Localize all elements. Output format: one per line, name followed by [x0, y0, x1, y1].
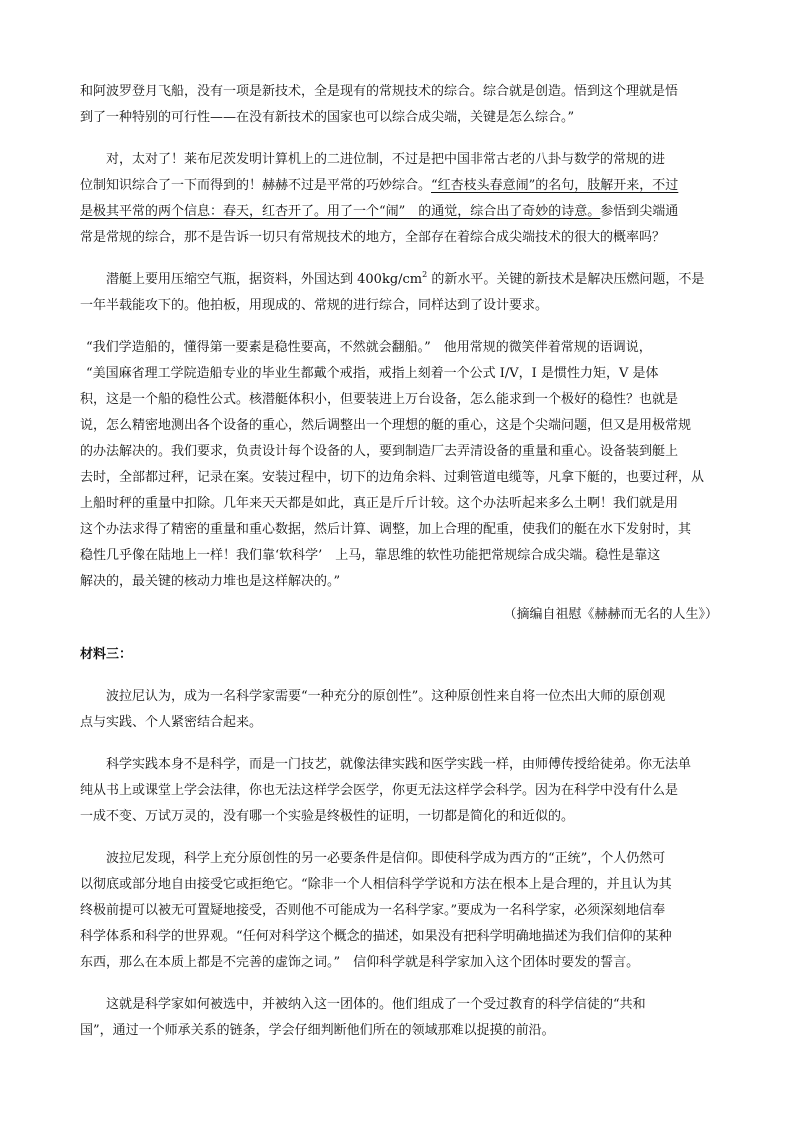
paragraph-line: 波拉尼发现，科学上充分原创性的另一必要条件是信仰。即使科学成为西方的“正统”，个人仍然可 [106, 851, 666, 866]
paragraph-line: 东西，那么在本质上都是不完善的虚饰之词。” 信仰科学就是科学家加入这个团体时要发的誓言。 [80, 955, 640, 970]
paragraph-line: 科学实践本身不是科学，而是一门技艺，就像法律实践和医学实践一样，由师傅传授给徒弟。你无法单 [106, 757, 692, 772]
paragraph-line: 终极前提可以被无可置疑地接受，否则他不可能成为一名科学家。”要成为一名科学家，必须深刻地信奉 [80, 903, 666, 918]
paragraph-line: 和阿波罗登月飞船，没有一项是新技术，全是现有的常规技术的综合。综合就是创造。悟到这个理就是悟 [80, 84, 679, 99]
paragraph-line: 去时，全部都过秤，记录在案。安装过程中，切下的边角余料、过剩管道电缆等，凡拿下艇的，也要过秤，从 [80, 470, 705, 485]
paragraph-line: 说，怎么精密地测出各个设备的重心，然后调整出一个理想的艇的重心，这是个尖端问题，但又是用极常规 [80, 418, 692, 433]
paragraph-line: 的办法解决的。我们要求，负责设计每个设备的人，要到制造厂去弄清设备的重量和重心。设备装到艇上 [80, 444, 679, 459]
paragraph-line: “美国麻省理工学院造船专业的毕业生都戴个戒指，戒指上刻着一个公式 I/V，I 是惯性力矩，V 是体 [86, 366, 659, 381]
paragraph-line: 稳性几乎像在陆地上一样！我们靠‘软科学’ 上马，靠思维的软性功能把常规综合成尖端。稳性是靠这 [80, 548, 661, 563]
paragraph-line: 一成不变、万试万灵的，没有哪一个实验是终极性的证明，一切都是简化的和近似的。 [80, 809, 575, 824]
paragraph-line: 科学体系和科学的世界观。“任何对科学这个概念的描述，如果没有把科学明确地描述为我们信仰的某种 [80, 929, 672, 944]
paragraph-line: “我们学造船的，懂得第一要素是稳性要高，不然就会翻船。” 他用常规的微笑伴着常规的语调说， [86, 340, 652, 355]
text-run: 参悟到尖端通 [600, 204, 679, 219]
paragraph-line: 国”，通过一个师承关系的链条，学会仔细判断他们所在的领域那难以捉摸的前沿。 [80, 1023, 555, 1038]
paragraph-line [106, 270, 720, 290]
paragraph-line: 上船时秤的重量中扣除。几年来天天都是如此，真正是斤斤计较。这个办法听起来多么土啊！我们就是用 [80, 496, 679, 511]
text-run: 潜艇上要用压缩空气瓶，据资料，外国达到 400kg/cm [106, 272, 423, 287]
paragraph-line: 到了一种特别的可行性——在没有新技术的国家也可以综合成尖端，关键是怎么综合。” [80, 110, 575, 125]
underlined-text: 是极其平常的两个信息：春天，红杏开了。用了一个“闹” 的通觉，综合出了奇妙的诗意。 [80, 204, 601, 219]
paragraph-line: 解决的，最关键的核动力堆也是这样解决的。” [80, 574, 341, 589]
paragraph-line: 常是常规的综合，那不是告诉一切只有常规技术的地方，全部存在着综合成尖端技术的很大的概率吗？ [80, 230, 666, 245]
underlined-text: “红杏枝头春意闹”的名句，肢解开来，不过 [431, 178, 679, 193]
paragraph-line: 纯从书上或课堂上学会法律，你也无法这样学会医学，你更无法这样学会科学。因为在科学中没有什么是 [80, 783, 679, 798]
text-run: 位制知识综合了一下而得到的！赫赫不过是平常的巧妙综合。 [80, 178, 432, 193]
paragraph-line: 积，这是一个船的稳性公式。核潜艇体积小，但要装进上万台设备，怎么能求到一个极好的稳性？也就是 [80, 392, 679, 407]
paragraph-line: 波拉尼认为，成为一名科学家需要“一种充分的原创性”。这种原创性来自将一位杰出大师的原创观 [106, 689, 666, 704]
section-heading: 材料三： [80, 647, 133, 662]
paragraph-line: 以彻底或部分地自由接受它或拒绝它。“除非一个人相信科学学说和方法在根本上是合理的，并且认为其 [80, 877, 672, 892]
paragraph-line: 点与实践、个人紧密结合起来。 [80, 715, 263, 730]
source-attribution: （摘编自祖慰《赫赫而无名的人生》） [503, 607, 718, 622]
paragraph-line [80, 176, 720, 196]
paragraph-line [80, 202, 720, 222]
text-run: 的新水平。关键的新技术是解决压燃问题，不是 [427, 272, 705, 287]
superscript: 2 [422, 270, 428, 279]
paragraph-line: 对，太对了！莱布尼茨发明计算机上的二进位制，不过是把中国非常古老的八卦与数学的常规的进 [106, 152, 666, 167]
paragraph-line: 这就是科学家如何被选中，并被纳入这一团体的。他们组成了一个受过教育的科学信徒的“共和 [106, 997, 646, 1012]
paragraph-line: 这个办法求得了精密的重量和重心数据，然后计算、调整，加上合理的配重，使我们的艇在水下发射时，其 [80, 522, 692, 537]
paragraph-line: 一年半载能攻下的。他拍板，用现成的、常规的进行综合，同样达到了设计要求。 [80, 298, 549, 313]
